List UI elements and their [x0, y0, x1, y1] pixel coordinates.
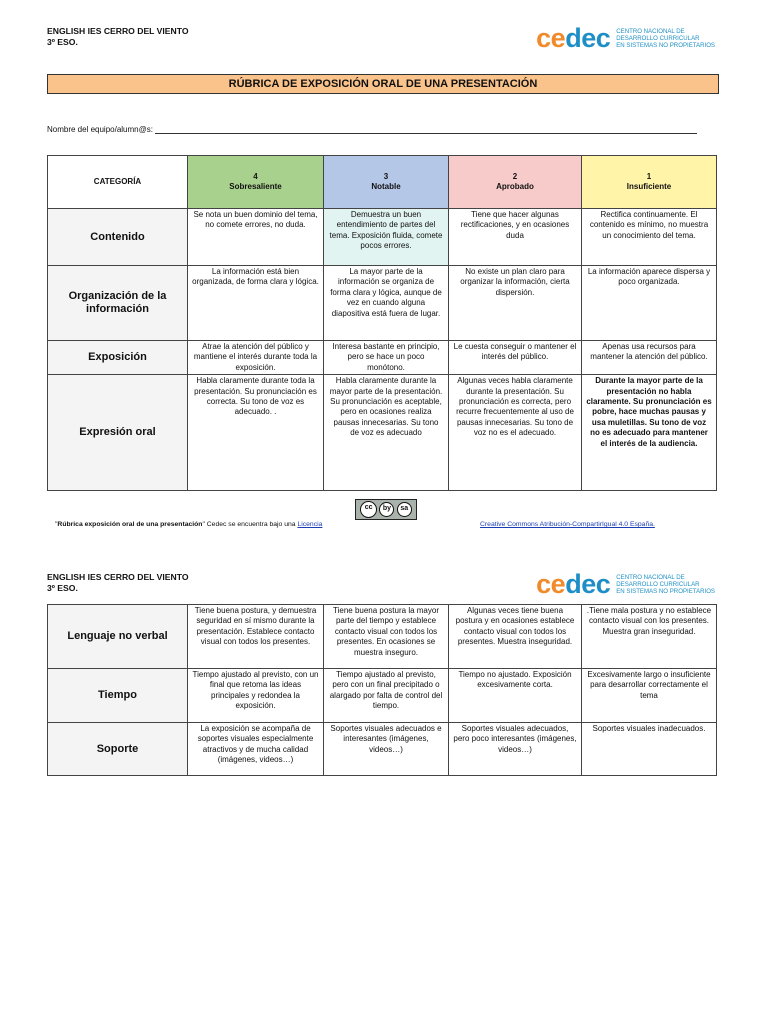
license-link[interactable]: Licencia: [297, 521, 323, 528]
criterion-cell: Tiene buena postura la mayor parte del tiempo y establece contacto visual con todos los presentes. En ocasiones se muestra inseguro.: [324, 605, 449, 669]
school-info: [47, 572, 189, 594]
criterion-cell: La exposición se acompaña de soportes visuales especialmente atractivos y de mucha calidad (imágenes, videos…): [188, 723, 324, 776]
criterion-cell: Demuestra un buen entendimiento de partes del tema. Exposición fluida, comete pocos errores.: [324, 209, 449, 266]
header-level-4: [188, 156, 324, 209]
criterion-cell: Interesa bastante en principio, pero se hace un poco monótono.: [324, 341, 449, 375]
table-row: [48, 669, 717, 723]
criterion-cell: Soportes visuales adecuados e interesantes (imágenes, videos…): [324, 723, 449, 776]
logo-sub-line: EN SISTEMAS NO PROPIETARIOS: [616, 41, 715, 49]
logo-part-2: dec: [565, 569, 611, 599]
document-title: RÚBRICA DE EXPOSICIÓN ORAL DE UNA PRESENTACIÓN: [47, 74, 719, 94]
license-text: [55, 521, 322, 528]
sa-icon: sa: [397, 502, 412, 517]
by-icon: by: [379, 502, 394, 517]
cedec-logo-word: [536, 24, 610, 52]
criterion-cell: La información está bien organizada, de forma clara y lógica.: [188, 266, 324, 341]
creative-commons-badge[interactable]: [355, 499, 417, 520]
team-name-label: Nombre del equipo/alumn@s:: [47, 125, 153, 134]
table-row: [48, 341, 717, 375]
cedec-logo: [536, 570, 715, 598]
criterion-cell: Le cuesta conseguir o mantener el interés del público.: [449, 341, 582, 375]
criterion-cell: Rectifica continuamente. El contenido es mínimo, no muestra un conocimiento del tema.: [582, 209, 717, 266]
criterion-cell: Soportes visuales adecuados, pero poco interesantes (imágenes, videos…): [449, 723, 582, 776]
table-row: [48, 375, 717, 491]
level-label: Sobresaliente: [229, 182, 282, 191]
level-score: 3: [383, 171, 389, 181]
row-category: Organización de la información: [48, 266, 188, 341]
row-category: Contenido: [48, 209, 188, 266]
logo-part-2: dec: [565, 23, 611, 53]
page-header-1: [47, 24, 719, 66]
school-grade: 3º ESO.: [47, 37, 78, 47]
row-category: Expresión oral: [48, 375, 188, 491]
criterion-cell: Algunas veces tiene buena postura y en ocasiones establece contacto visual con todos los presentes. Muestra inseguridad.: [449, 605, 582, 669]
row-category: Lenguaje no verbal: [48, 605, 188, 669]
criterion-cell: Durante la mayor parte de la presentación no habla claramente. Su pronunciación es pobre, hace muchas pausas y usa muletillas. Su tono de voz no es adecuado para mantener el interés de la audiencia.: [582, 375, 717, 491]
criterion-cell: Se nota un buen dominio del tema, no comete errores, no duda.: [188, 209, 324, 266]
cedec-logo-word: [536, 570, 610, 598]
criterion-cell: Tiempo no ajustado. Exposición excesivamente corta.: [449, 669, 582, 723]
row-category: Soporte: [48, 723, 188, 776]
row-category: Exposición: [48, 341, 188, 375]
criterion-cell: Algunas veces habla claramente durante la presentación. Su pronunciación es correcta, pero recurre frecuentemente al uso de pausas innecesarias. Su tono de voz no es el adecuado.: [449, 375, 582, 491]
table-header-row: [48, 156, 717, 209]
cedec-logo-subtitle: [616, 574, 715, 595]
level-score: 4: [253, 171, 258, 181]
level-label: Aprobado: [496, 182, 534, 191]
header-level-1: [582, 156, 717, 209]
cedec-logo: [536, 24, 715, 52]
license-quote: ": [55, 521, 58, 528]
criterion-cell: La mayor parte de la información se organiza de forma clara y lógica, aunque de vez en cuando alguna diapositiva está fuera de lugar.: [324, 266, 449, 341]
logo-part-1: ce: [536, 23, 566, 53]
team-name-field[interactable]: [155, 126, 697, 134]
team-name-line: [47, 125, 697, 134]
level-label: Insuficiente: [626, 182, 672, 191]
table-row: [48, 209, 717, 266]
license-middle: " Cedec se encuentra bajo una: [202, 521, 298, 528]
school-name: ENGLISH IES CERRO DEL VIENTO: [47, 572, 189, 582]
cedec-logo-subtitle: [616, 28, 715, 49]
logo-sub-line: EN SISTEMAS NO PROPIETARIOS: [616, 587, 715, 595]
header-level-2: [449, 156, 582, 209]
logo-sub-line: CENTRO NACIONAL DE: [616, 27, 685, 35]
criterion-cell: Apenas usa recursos para mantener la atención del público.: [582, 341, 717, 375]
logo-sub-line: DESARROLLO CURRICULAR: [616, 34, 700, 42]
table-row: [48, 723, 717, 776]
criterion-cell: Habla claramente durante la mayor parte de la presentación. Su pronunciación es aceptable, pero en ocasiones realiza pausas innecesarias. Su tono de voz es adecuado: [324, 375, 449, 491]
row-category: Tiempo: [48, 669, 188, 723]
level-label: Notable: [371, 182, 401, 191]
rubric-table-1: [47, 155, 717, 491]
criterion-cell: Excesivamente largo o insuficiente para desarrollar correctamente el tema: [582, 669, 717, 723]
logo-part-1: ce: [536, 569, 566, 599]
school-info: [47, 26, 189, 48]
criterion-cell: Tiene buena postura, y demuestra seguridad en sí mismo durante la presentación. Establece contacto visual con todos los presentes.: [188, 605, 324, 669]
criterion-cell: Tiempo ajustado al previsto, pero con un final precipitado o alargado por falta de control del tiempo.: [324, 669, 449, 723]
logo-sub-line: CENTRO NACIONAL DE: [616, 573, 685, 581]
criterion-cell: Habla claramente durante toda la presentación. Su pronunciación es correcta. Su tono de voz es adecuado. .: [188, 375, 324, 491]
school-grade: 3º ESO.: [47, 583, 78, 593]
criterion-cell: Tiene que hacer algunas rectificaciones, y en ocasiones duda: [449, 209, 582, 266]
criterion-cell: Soportes visuales inadecuados.: [582, 723, 717, 776]
level-score: 2: [512, 171, 518, 181]
criterion-cell: Tiempo ajustado al previsto, con un final que retoma las ideas principales y redondea la exposición.: [188, 669, 324, 723]
criterion-cell: La información aparece dispersa y poco organizada.: [582, 266, 717, 341]
logo-sub-line: DESARROLLO CURRICULAR: [616, 580, 700, 588]
school-name: ENGLISH IES CERRO DEL VIENTO: [47, 26, 189, 36]
header-level-3: [324, 156, 449, 209]
header-category: CATEGORÍA: [48, 156, 188, 209]
license-text-right: [480, 521, 655, 528]
level-score: 1: [646, 171, 652, 181]
license-work-title: Rúbrica exposición oral de una presentación: [57, 521, 203, 528]
criterion-cell: Atrae la atención del público y mantiene el interés durante toda la exposición.: [188, 341, 324, 375]
table-row: [48, 266, 717, 341]
table-row: [48, 605, 717, 669]
criterion-cell: No existe un plan claro para organizar la información, cierta dispersión.: [449, 266, 582, 341]
cc-license-link[interactable]: Creative Commons Atribución-CompartirIgual 4.0 España.: [480, 521, 655, 528]
rubric-table-2: [47, 604, 717, 776]
criterion-cell: .Tiene mala postura y no establece contacto visual con los presentes. Muestra gran inseguridad.: [582, 605, 717, 669]
cc-icon: cc: [360, 501, 377, 518]
